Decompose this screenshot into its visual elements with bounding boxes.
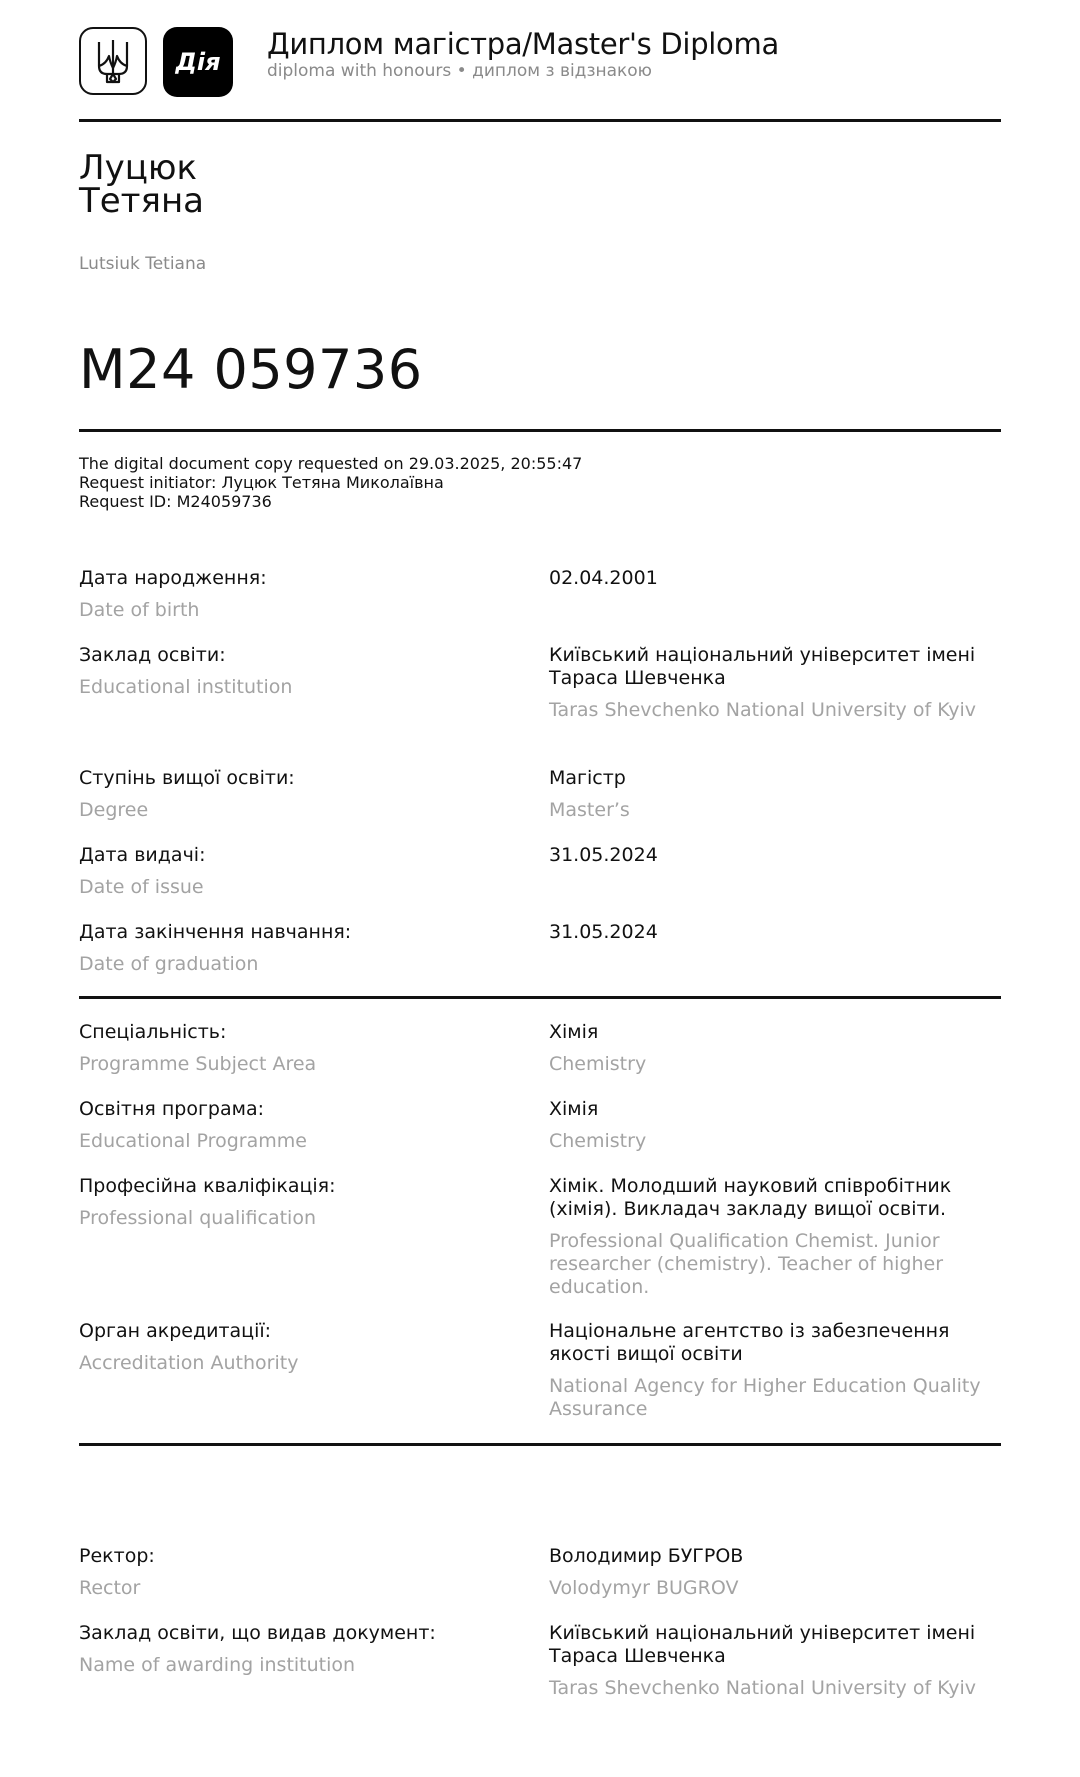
field-label-uk: Ступінь вищої освіти: [79,767,295,789]
field-label-uk: Заклад освіти: [79,644,226,666]
field-label-uk: Дата видачі: [79,844,206,866]
document-subtitle: diploma with honours • диплом з відзнакою [267,61,652,81]
field-value-en: Chemistry [549,1053,647,1075]
field-label-en: Educational Programme [79,1130,307,1152]
divider [79,996,1001,999]
document-number: M24 059736 [79,338,423,401]
field-value-uk: 02.04.2001 [549,567,658,589]
field-label-uk: Заклад освіти, що видав документ: [79,1622,436,1644]
field-value-en: National Agency for Higher Education Quality Assurance [549,1375,981,1420]
request-initiator: Request initiator: Луцюк Тетяна Миколаївна [79,473,444,492]
field-value-uk: 31.05.2024 [549,844,658,866]
field-label-en: Degree [79,799,149,821]
holder-surname: Луцюк [79,148,197,188]
field-value-uk: Київський національний університет імені Тараса Шевченка [549,1622,976,1667]
holder-name-en: Lutsiuk Tetiana [79,254,207,274]
field-value-en: Professional Qualification Chemist. Junior researcher (chemistry). Teacher of higher education. [549,1230,944,1298]
field-label-uk: Освітня програма: [79,1098,265,1120]
field-value-en: Volodymyr BUGROV [549,1577,739,1599]
field-label-en: Date of birth [79,599,200,621]
field-label-en: Name of awarding institution [79,1654,356,1676]
divider [79,1443,1001,1446]
field-value-en: Taras Shevchenko National University of Kyiv [549,699,977,721]
field-label-uk: Професійна кваліфікація: [79,1175,336,1197]
field-value-uk: Хімік. Молодший науковий співробітник (хімія). Викладач закладу вищої освіти. [549,1175,952,1220]
request-info [79,454,582,511]
field-value-uk: Хімія [549,1021,599,1043]
field-value-uk: Магістр [549,767,626,789]
field-label-uk: Дата народження: [79,567,267,589]
document-title: Диплом магістра/Master's Diploma [267,27,779,61]
trident-icon [79,27,147,95]
document-header [79,27,1001,99]
field-value-uk: Національне агентство із забезпечення якості вищої освіти [549,1320,950,1365]
holder-name-uk [79,148,205,221]
field-value-en: Taras Shevchenko National University of Kyiv [549,1677,977,1699]
field-label-en: Accreditation Authority [79,1352,299,1374]
field-label-en: Programme Subject Area [79,1053,317,1075]
field-value-uk: Хімія [549,1098,599,1120]
field-label-uk: Ректор: [79,1545,155,1567]
field-value-uk: Володимир БУГРОВ [549,1545,744,1567]
trident-svg [96,38,130,84]
holder-given-name: Тетяна [79,181,205,221]
field-value-en: Chemistry [549,1130,647,1152]
field-label-uk: Дата закінчення навчання: [79,921,352,943]
divider [79,119,1001,122]
request-id: Request ID: M24059736 [79,492,272,511]
divider [79,429,1001,432]
field-label-en: Date of issue [79,876,204,898]
field-value-uk: 31.05.2024 [549,921,658,943]
request-date: The digital document copy requested on 29.03.2025, 20:55:47 [79,454,583,473]
field-value-en: Master’s [549,799,630,821]
field-label-en: Rector [79,1577,141,1599]
field-label-uk: Спеціальність: [79,1021,227,1043]
field-label-en: Educational institution [79,676,293,698]
field-label-uk: Орган акредитації: [79,1320,272,1342]
diia-logo: Дія [163,27,233,97]
field-label-en: Professional qualification [79,1207,316,1229]
field-label-en: Date of graduation [79,953,259,975]
field-value-uk: Київський національний університет імені Тараса Шевченка [549,644,976,689]
